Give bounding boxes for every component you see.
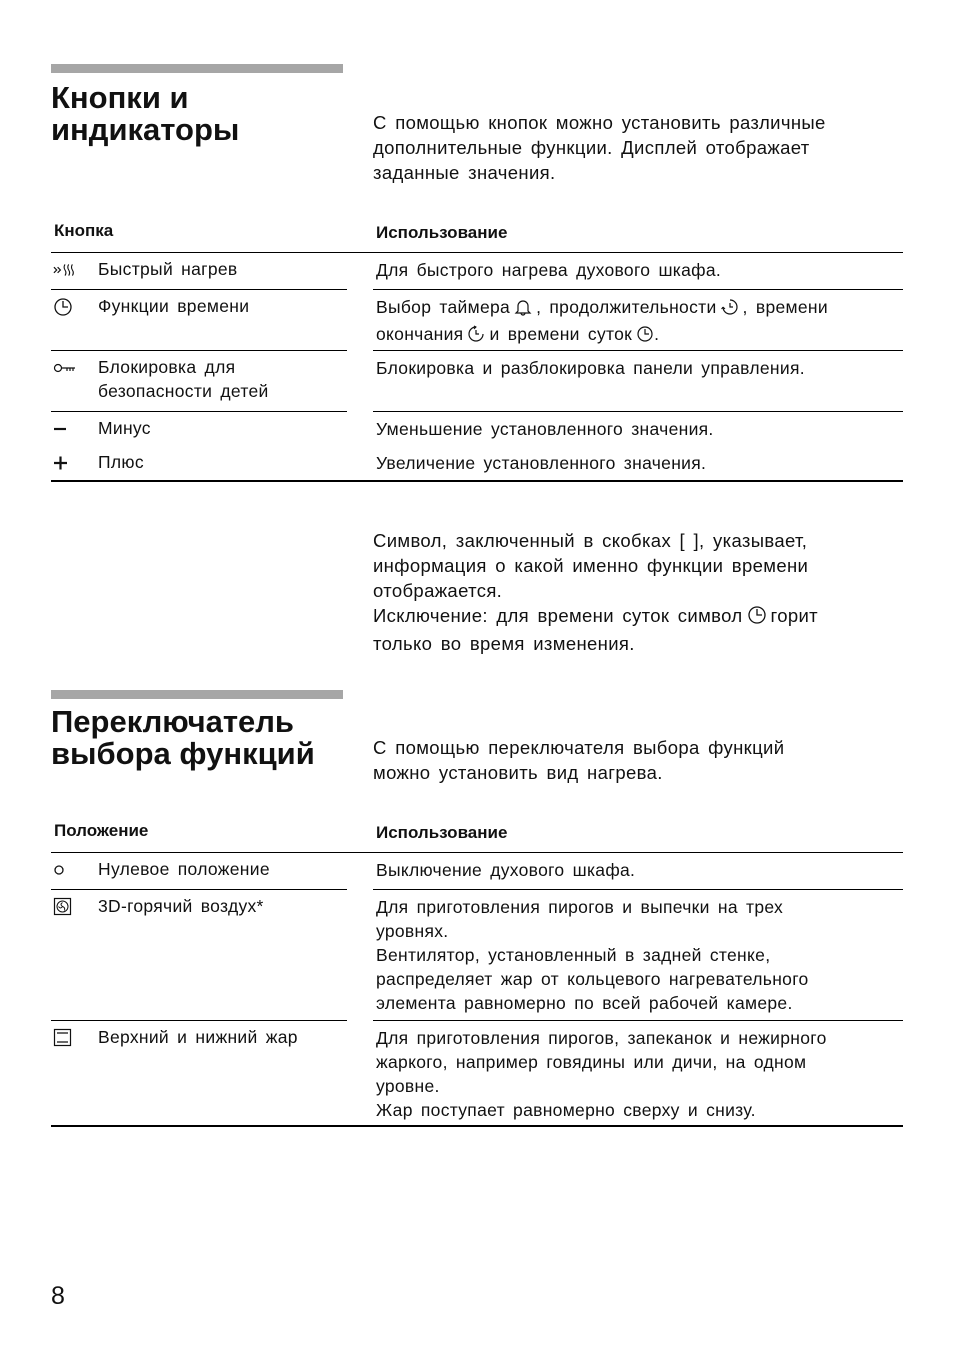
usage-line: Увеличение установленного значения. [376,453,707,473]
page-number: 8 [51,1282,65,1310]
minus-icon [53,418,77,440]
section-title-selector [51,706,315,770]
intro-line: заданные значения. [373,162,556,183]
bell-icon [514,298,532,322]
clock-icon [53,296,77,318]
table-row-usage [376,451,906,475]
usage-line: Уменьшение установленного значения. [376,419,714,439]
table-row-usage [376,895,906,1015]
usage-text: и времени суток [489,324,633,344]
table-row-usage [376,295,906,349]
table-row-label [98,451,144,474]
table-rule [373,289,903,290]
section-title-line: выбора функций [51,736,315,771]
intro-line: С помощью кнопок можно установить различные [373,112,826,133]
usage-line: уровнях. [376,921,449,941]
table-row-usage [376,258,906,282]
note-text: Исключение: для времени суток символ [373,605,743,626]
table-row-label [98,295,249,318]
table-row-label: Нулевое положение [98,859,270,879]
table-row-usage [376,417,906,441]
duration-icon [721,298,739,322]
section-title-line: индикаторы [51,112,240,147]
note-line: Символ, заключенный в скобках [ ], указывает, [373,530,808,551]
top-bottom-heat-icon [53,1027,77,1049]
clock-icon [636,325,654,349]
note-line: информация о какой именно функции времени [373,555,809,576]
usage-line: уровне. [376,1076,440,1096]
note-line: отображается. [373,580,503,601]
clock-icon [747,605,767,631]
section-divider-bar [51,64,343,73]
column-header-usage: Использование [376,223,508,242]
usage-line: Для быстрого нагрева духового шкафа. [376,260,722,280]
zero-position-icon [53,859,77,881]
table-row-usage [376,356,906,380]
usage-line: Для приготовления пирогов, запеканок и нежирного [376,1028,827,1048]
intro-line: дополнительные функции. Дисплей отображает [373,137,810,158]
section-title-line: Кнопки и [51,80,189,115]
column-header-position: Положение [54,821,149,840]
table-row-label: Верхний и нижний жар [98,1027,298,1047]
table-row-label [98,356,269,403]
note-text: горит [770,605,818,626]
row-label-line: Блокировка для [98,357,236,377]
section-intro [373,110,826,185]
intro-line: можно установить вид нагрева. [373,762,663,783]
row-label-line: безопасности детей [98,381,269,401]
column-header-button: Кнопка [54,221,114,240]
usage-line: Вентилятор, установленный в задней стенке, [376,945,771,965]
section-divider-bar [51,690,343,699]
usage-text: окончания [376,324,464,344]
row-label-line: Быстрый нагрев [98,259,238,279]
plus-icon [53,452,77,474]
end-time-icon [467,325,485,349]
hot-air-3d-icon [53,896,77,918]
column-header-usage: Использование [376,823,508,842]
table-row-usage [376,858,906,882]
table-rule [51,252,903,253]
table-rule [373,411,903,412]
usage-line: Для приготовления пирогов и выпечки на трех [376,897,784,917]
usage-line: Блокировка и разблокировка панели управления. [376,358,805,378]
table-row-label: 3D-горячий воздух* [98,896,264,916]
table-row-label [98,258,238,281]
table-rule [51,350,347,351]
table-row-usage [376,1026,906,1122]
table-bottom-rule [51,1125,903,1127]
table-rule [51,1020,347,1021]
table-rule [373,889,903,890]
usage-text: . [654,324,660,344]
table-rule [51,411,347,412]
usage-text: , продолжительности [536,297,717,317]
section-title-buttons [51,82,239,146]
row-label-line: Минус [98,418,151,438]
usage-text: , времени [742,297,828,317]
table-rule [373,350,903,351]
table-row-label [98,417,151,440]
note-line: только во время изменения. [373,633,635,654]
row-label-line: Функции времени [98,296,250,316]
usage-line: элемента равномерно по всей рабочей камере. [376,993,793,1013]
usage-line: жаркого, например говядины или дичи, на одном [376,1052,807,1072]
row-label-line: Плюс [98,452,144,472]
key-icon [53,357,77,379]
usage-line: Выключение духового шкафа. [376,860,636,880]
section-intro [373,735,784,785]
section-title-line: Переключатель [51,704,294,739]
table-rule [51,852,903,853]
note-paragraph [373,528,818,656]
table-bottom-rule [51,480,903,482]
usage-line: Жар поступает равномерно сверху и снизу. [376,1100,756,1120]
usage-line: распределяет жар от кольцевого нагревательного [376,969,809,989]
table-rule [51,289,347,290]
intro-line: С помощью переключателя выбора функций [373,737,785,758]
usage-text: Выбор таймера [376,297,511,317]
fast-heat-icon [53,259,77,281]
table-rule [51,889,347,890]
table-rule [373,1020,903,1021]
